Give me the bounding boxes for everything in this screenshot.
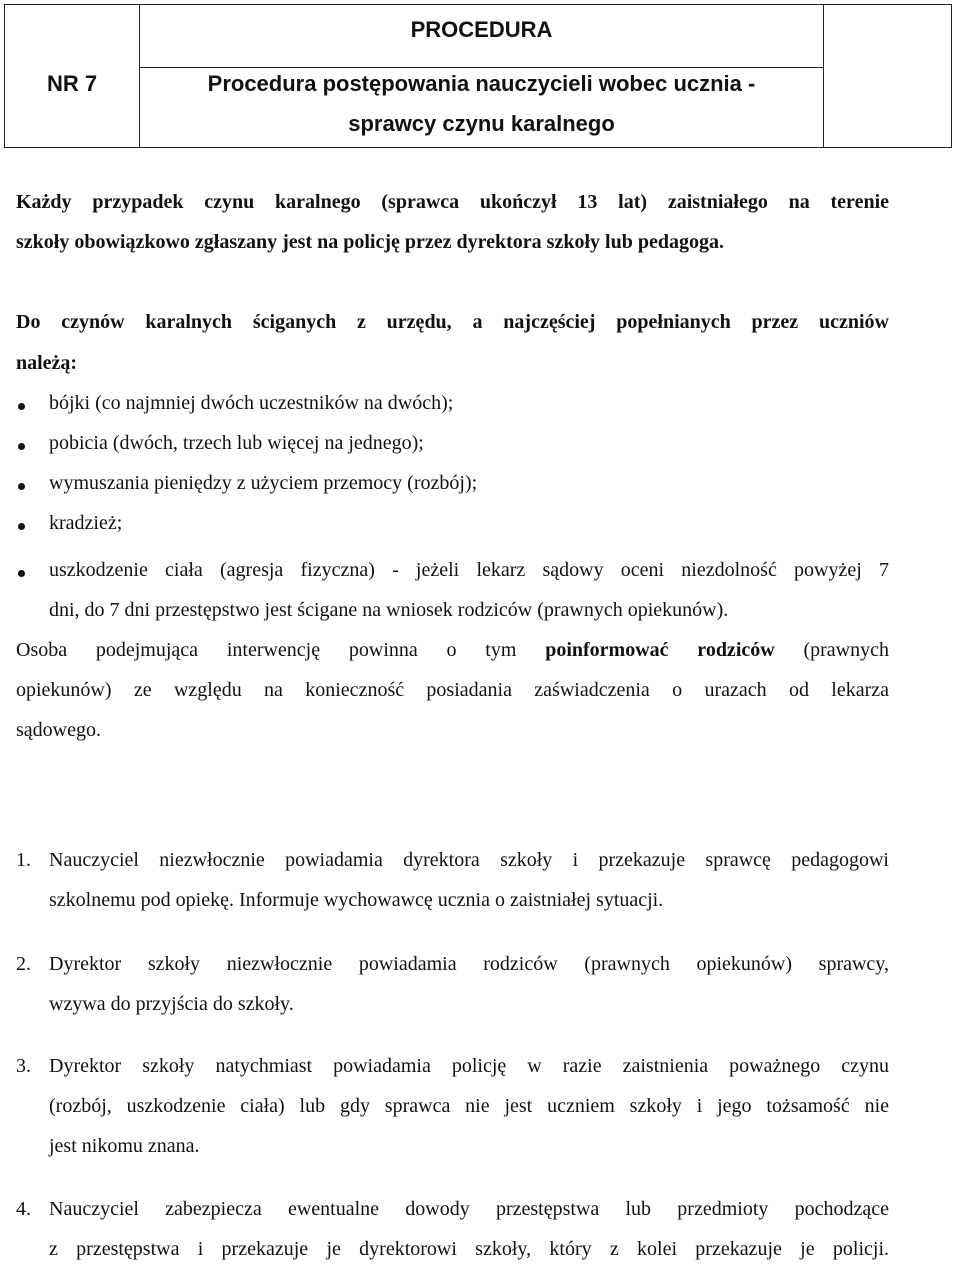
list-item: kradzież; — [49, 512, 123, 534]
procedure-number: NR 7 — [46, 71, 98, 96]
list-item: pobicia (dwóch, trzech lub więcej na jednego); — [49, 432, 424, 454]
bullet-icon — [18, 570, 25, 577]
notice-line3: sądowego. — [16, 719, 101, 741]
step-text: (rozbój, uszkodzenie ciała) lub gdy sprawca nie jest uczniem szkoły i jego tożsamość nie — [49, 1095, 889, 1117]
step-text: jest nikomu znana. — [49, 1135, 200, 1157]
acts-lead-line2: należą: — [16, 352, 78, 374]
step-text: wzywa do przyjścia do szkoły. — [49, 993, 294, 1015]
bullet-icon — [18, 523, 25, 530]
step-text: szkolnemu pod opiekę. Informuje wychowawcę ucznia o zaistniałej sytuacji. — [49, 889, 664, 911]
procedure-label: PROCEDURA — [410, 17, 553, 42]
step-text: Nauczyciel zabezpiecza ewentualne dowody przestępstwa lub przedmioty pochodzące — [49, 1198, 889, 1220]
step-number: 2. — [16, 953, 31, 975]
bullet-icon — [18, 443, 25, 450]
notice-emphasis: poinformować rodziców — [545, 639, 775, 661]
table-divider — [139, 67, 823, 68]
procedure-title-line1: Procedura postępowania nauczycieli wobec ucznia - — [207, 71, 756, 96]
step-number: 1. — [16, 849, 31, 871]
intro-line1: Każdy przypadek czynu karalnego (sprawca ukończył 13 lat) zaistniałego na terenie — [16, 191, 889, 213]
bullet-icon — [18, 483, 25, 490]
list-item: bójki (co najmniej dwóch uczestników na dwóch); — [49, 392, 454, 414]
procedure-title-line2: sprawcy czynu karalnego — [348, 111, 615, 136]
step-text: z przestępstwa i przekazuje je dyrektorowi szkoły, który z kolei przekazuje je policji. — [49, 1238, 889, 1260]
bullet-icon — [18, 403, 25, 410]
notice-text: Osoba podejmująca interwencję powinna o tym — [16, 639, 517, 661]
table-divider — [823, 5, 824, 147]
step-number: 3. — [16, 1055, 31, 1077]
procedure-header-table — [4, 4, 952, 148]
list-item: uszkodzenie ciała (agresja fizyczna) - jeżeli lekarz sądowy oceni niezdolność powyżej 7 — [49, 559, 889, 581]
notice-line2: opiekunów) ze względu na konieczność posiadania zaświadczenia o urazach od lekarza — [16, 679, 889, 701]
step-text: Dyrektor szkoły natychmiast powiadamia policję w razie zaistnienia poważnego czynu — [49, 1055, 889, 1077]
list-item-continuation: dni, do 7 dni przestępstwo jest ścigane na wniosek rodziców (prawnych opiekunów). — [49, 599, 729, 621]
step-text: Nauczyciel niezwłocznie powiadamia dyrektora szkoły i przekazuje sprawcę pedagogowi — [49, 849, 889, 871]
step-number: 4. — [16, 1198, 31, 1220]
intro-line2: szkoły obowiązkowo zgłaszany jest na policję przez dyrektora szkoły lub pedagoga. — [16, 231, 724, 253]
list-item: wymuszania pieniędzy z użyciem przemocy (rozbój); — [49, 472, 478, 494]
notice-line1 — [16, 639, 889, 662]
acts-lead-line1: Do czynów karalnych ściganych z urzędu, a najczęściej popełnianych przez uczniów — [16, 311, 889, 333]
step-text: Dyrektor szkoły niezwłocznie powiadamia rodziców (prawnych opiekunów) sprawcy, — [49, 953, 889, 975]
notice-text: (prawnych — [803, 639, 890, 661]
